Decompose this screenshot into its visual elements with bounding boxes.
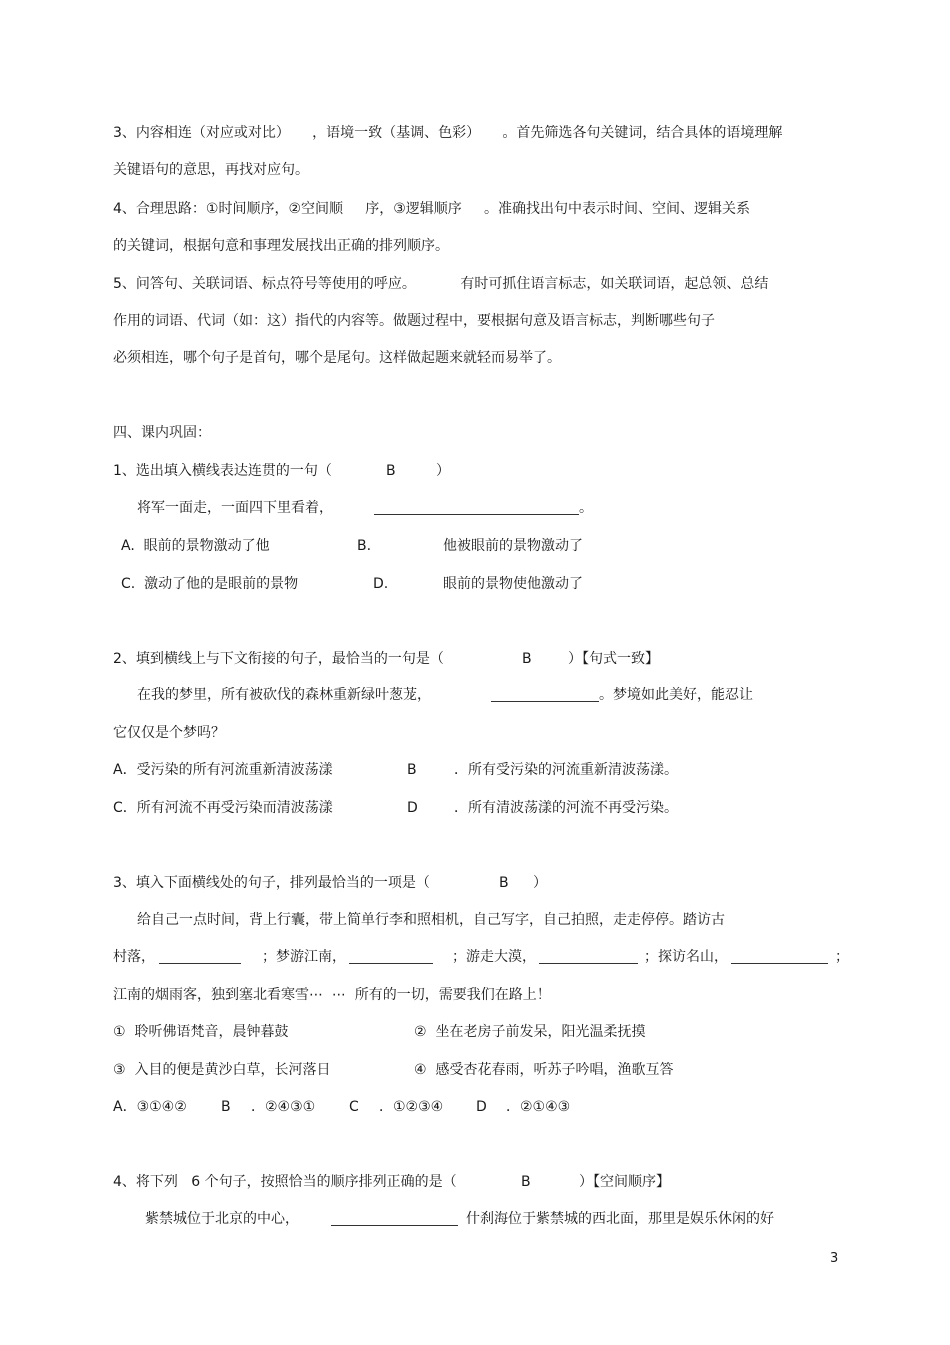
q1-close: ） (436, 463, 450, 479)
q3-blank3 (539, 949, 638, 964)
q2-text1-end: 。梦境如此美好，能忍让 (599, 687, 753, 703)
q3-text1: 给自己一点时间，背上行囊，带上简单行李和照相机，自己写字，自己拍照，走走停停。踏访古 (137, 912, 725, 928)
q3-choice-d-letter: D (476, 1099, 487, 1115)
q3-choice-b-text: ．②④③① (251, 1099, 316, 1115)
q3-blank4 (731, 949, 828, 964)
q2-answer: B (522, 651, 532, 667)
q2-close: ）【句式一致】 (568, 651, 659, 667)
q3-seg1: 村落， (113, 949, 155, 965)
q3-choice-c-text: ．①②③④ (379, 1099, 444, 1115)
q3-item-3: ③ 入目的便是黄沙白草，长河落日 (113, 1062, 331, 1078)
q2-option-b-letter: B (407, 762, 417, 778)
q3-choice-b-letter: B (221, 1099, 231, 1115)
q1-option-b-letter: B. (357, 538, 372, 554)
q1-answer: B (386, 463, 396, 479)
q2-stem: 2、填到横线上与下文衔接的句子，最恰当的一句是（ (113, 651, 444, 667)
q1-option-d-letter: D. (373, 576, 389, 592)
q2-option-b-text: ．所有受污染的河流重新清波荡漾。 (454, 762, 678, 778)
q3-blank1 (159, 949, 241, 964)
q3-item-4: ④ 感受杏花春雨，听苏子吟唱，渔歌互答 (414, 1062, 674, 1078)
q4-text-b: 什刹海位于紫禁城的西北面，那里是娱乐休闲的好 (466, 1211, 774, 1227)
q3-item-2: ② 坐在老房子前发呆，阳光温柔抚摸 (414, 1024, 646, 1040)
q1-option-c: C. 激动了他的是眼前的景物 (121, 576, 299, 592)
q1-option-b-text: 他被眼前的景物激动了 (443, 538, 583, 554)
q1-stem: 1、选出填入横线表达连贯的一句（ (113, 463, 332, 479)
q3-choice-c-letter: C (349, 1099, 359, 1115)
page-number: 3 (830, 1251, 839, 1266)
q1-option-d-text: 眼前的景物使他激动了 (443, 576, 583, 592)
q3-text3: 江南的烟雨客，独到塞北看寒雪⋯ ⋯ 所有的一切，需要我们在路上！ (113, 987, 551, 1003)
tip3-line2: 关键语句的意思，再找对应句。 (113, 162, 309, 178)
q3-answer: B (499, 875, 509, 891)
tip4-line2: 的关键词，根据句意和事理发展找出正确的排列顺序。 (113, 238, 449, 254)
q4-answer: B (521, 1174, 531, 1190)
q2-blank (491, 687, 599, 702)
q3-seg3: ；游走大漠， (452, 949, 536, 965)
q3-seg4: ；探访名山， (644, 949, 728, 965)
section-title: 四、课内巩固： (113, 425, 211, 441)
q3-choice-d-text: ．②①④③ (506, 1099, 571, 1115)
q3-choice-a: A．③①④② (113, 1099, 187, 1115)
q4-text-a: 紫禁城位于北京的中心， (145, 1211, 299, 1227)
q3-item-1: ① 聆听佛语梵音，晨钟暮鼓 (113, 1024, 289, 1040)
q1-option-a: A. 眼前的景物激动了他 (121, 538, 270, 554)
tip5-line1: 5、问答句、关联词语、标点符号等使用的呼应。 有时可抓住语言标志，如关联词语，起总领、总结 (113, 276, 769, 292)
q2-text2: 它仅仅是个梦吗？ (113, 725, 225, 741)
q3-blank2 (349, 949, 433, 964)
tip5-line3: 必须相连，哪个句子是首句，哪个是尾句。这样做起题来就轻而易举了。 (113, 350, 561, 366)
q3-seg5: ； (835, 949, 849, 965)
tip4-line1: 4、合理思路：①时间顺序，②空间顺 序，③逻辑顺序 。准确找出句中表示时间、空间、逻辑关系 (113, 201, 751, 217)
q2-text1: 在我的梦里，所有被砍伐的森林重新绿叶葱茏， (137, 687, 431, 703)
q3-seg2: ；梦游江南， (262, 949, 346, 965)
q4-blank (331, 1211, 458, 1226)
q2-option-d-letter: D (407, 800, 418, 816)
q1-text: 将军一面走，一面四下里看着， (137, 500, 333, 516)
q1-blank (374, 500, 579, 515)
q4-close: ）【空间顺序】 (579, 1174, 670, 1190)
q2-option-a: A．受污染的所有河流重新清波荡漾 (113, 762, 333, 778)
q2-option-c: C．所有河流不再受污染而清波荡漾 (113, 800, 333, 816)
q3-close: ） (533, 875, 547, 891)
q1-end: 。 (579, 500, 593, 516)
tip3-line1: 3、内容相连（对应或对比） ，语境一致（基调、色彩） 。首先筛选各句关键词，结合具体的语境理解 (113, 125, 783, 141)
tip5-line2: 作用的词语、代词（如：这）指代的内容等。做题过程中，要根据句意及语言标志，判断哪些句子 (113, 313, 715, 329)
q3-stem: 3、填入下面横线处的句子，排列最恰当的一项是（ (113, 875, 430, 891)
q4-stem: 4、将下列 6 个句子，按照恰当的顺序排列正确的是（ (113, 1174, 457, 1190)
q2-option-d-text: ．所有清波荡漾的河流不再受污染。 (454, 800, 678, 816)
